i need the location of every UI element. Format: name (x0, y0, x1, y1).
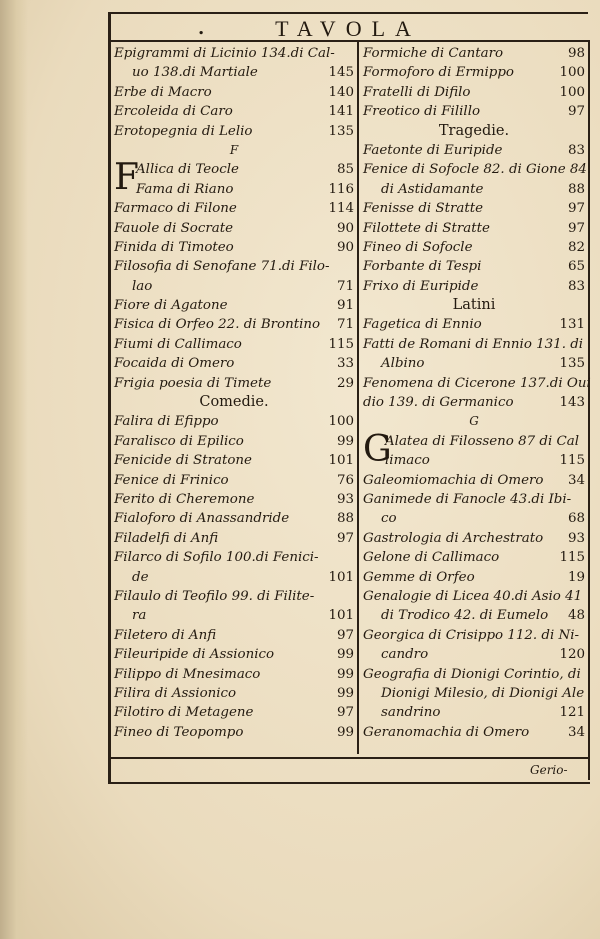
index-entry (363, 684, 585, 703)
page-gutter-shadow (0, 0, 28, 939)
entry-title: Faralisco di Epilico (114, 433, 244, 449)
entry-title: Dionigi Milesio, di Dionigi Ale (381, 685, 585, 701)
entry-page-number: 141 (328, 104, 354, 120)
entry-page-number: 65 (567, 259, 585, 275)
index-entry (363, 568, 585, 587)
entry-page-number: 115 (559, 453, 585, 469)
entry-title: Allica di Teocle (136, 162, 239, 178)
entry-title: Erbe di Macro (114, 84, 212, 100)
index-entry (363, 160, 592, 179)
bottom-rule (108, 782, 590, 784)
index-entry (114, 529, 354, 548)
entry-title: Filira di Assionico (114, 685, 237, 701)
index-entry (114, 606, 354, 625)
entry-page-number: 85 (336, 162, 354, 178)
index-entry (114, 509, 354, 528)
index-entry (114, 44, 354, 63)
index-entry (363, 606, 585, 625)
index-entry (114, 335, 354, 354)
index-entry (363, 257, 585, 276)
entry-page-number: 90 (336, 220, 354, 236)
index-entry (114, 684, 354, 703)
entry-page-number: 115 (328, 336, 354, 352)
entry-title: Filadelfi di Anfi (114, 530, 219, 546)
index-entry (114, 548, 354, 567)
entry-page-number: 88 (336, 511, 354, 527)
entry-title: Filarco di Sofilo 100.di Fenici- (114, 550, 319, 566)
entry-title: Ferito di Cheremone (114, 491, 255, 507)
entry-page-number: 34 (567, 724, 585, 740)
entry-page-number: 140 (328, 84, 354, 100)
entry-title: Albino (381, 356, 425, 372)
entry-title: limaco (385, 453, 430, 469)
entry-title: Frigia poesia di Timete (114, 375, 272, 391)
entry-page-number: 143 (559, 395, 585, 411)
index-entry (114, 703, 354, 722)
drop-initial: G (363, 428, 392, 470)
index-column-right (363, 44, 592, 742)
entry-page-number: 97 (336, 627, 354, 643)
entry-page-number: 145 (328, 65, 354, 81)
entry-title: co (381, 511, 397, 527)
entry-title: Fineo di Sofocle (363, 239, 473, 255)
entry-title: Fenisse di Stratte (363, 201, 484, 217)
entry-title: Filaulo di Teofilo 99. di Filite- (114, 588, 315, 604)
entry-title: Gemme di Orfeo (363, 569, 475, 585)
entry-page-number: 99 (336, 724, 354, 740)
index-entry (363, 490, 585, 509)
index-entry (114, 451, 354, 470)
section-heading: Comedie. (199, 394, 269, 411)
entry-title: Freotico di Filillo (363, 104, 481, 120)
entry-page-number: 101 (328, 569, 354, 585)
index-entry (114, 296, 354, 315)
index-entry (114, 83, 354, 102)
entry-page-number: 116 (328, 181, 354, 197)
entry-page-number: 100 (328, 414, 354, 430)
entry-title: Geografia di Dionigi Corintio, di (363, 666, 581, 682)
entry-title: Epigrammi di Licinio 134.di Cal- (114, 46, 335, 61)
entry-page-number: 98 (567, 46, 585, 61)
running-title: TAVOLA (275, 16, 421, 41)
entry-title: Falira di Efippo (114, 414, 219, 430)
entry-title: Fenicide di Stratone (114, 453, 252, 469)
entry-title: di Astidamante (381, 181, 484, 197)
entry-title: Frixo di Euripide (363, 278, 479, 294)
entry-title: Filippo di Mnesimaco (114, 666, 261, 682)
entry-title: Fileuripide di Assionico (114, 647, 275, 663)
entry-page-number: 90 (336, 239, 354, 255)
entry-title: de (132, 569, 149, 585)
index-entry (363, 83, 585, 102)
index-entry (114, 568, 354, 587)
index-entry (363, 219, 585, 238)
entry-page-number: 115 (559, 550, 585, 566)
entry-title: Farmaco di Filone (114, 201, 237, 217)
entry-title: Fenice di Frinico (114, 472, 229, 488)
index-entry (114, 238, 354, 257)
section-heading: Tragedie. (438, 122, 510, 139)
entry-title: candro (381, 647, 429, 663)
entry-page-number: 114 (328, 201, 354, 217)
running-header (108, 12, 588, 42)
entry-title: Faetonte di Euripide (363, 142, 503, 158)
entry-title: Fatti de Romani di Ennio 131. di (363, 336, 584, 352)
entry-page-number: 97 (336, 705, 354, 721)
entry-page-number: 99 (336, 433, 354, 449)
index-entry (114, 471, 354, 490)
entry-page-number: 131 (559, 317, 585, 333)
header-dot: . (198, 18, 205, 39)
index-entry (363, 102, 585, 121)
entry-page-number: 135 (328, 123, 354, 139)
entry-page-number: 100 (559, 65, 585, 81)
entry-page-number: 33 (336, 356, 354, 372)
entry-page-number: 99 (336, 647, 354, 663)
letter-heading: F (229, 142, 239, 157)
entry-page-number: 120 (559, 647, 585, 663)
entry-title: Fauole di Socrate (114, 220, 234, 236)
entry-title: Filotiro di Metagene (114, 705, 254, 721)
entry-title: Ercoleida di Caro (114, 104, 233, 120)
entry-title: Gelone di Callimaco (363, 550, 500, 566)
entry-title: Fratelli di Difilo (363, 84, 471, 100)
index-entry (363, 374, 591, 393)
entry-page-number: 68 (567, 511, 585, 527)
entry-title: Erotopegnia di Lelio (114, 123, 253, 139)
index-entry (114, 257, 354, 276)
entry-title: Formiche di Cantaro (363, 46, 504, 61)
index-entry (363, 703, 585, 722)
entry-page-number: 83 (567, 142, 585, 158)
entry-title: Alatea di Filosseno 87 di Cal (385, 433, 580, 449)
entry-page-number: 100 (559, 84, 585, 100)
entry-title: dio 139. di Germanico (363, 395, 514, 411)
entry-title: di Trodico 42. di Eumelo (381, 608, 549, 624)
entry-title: Fenomena di Cicerone 137.di Oui (363, 375, 591, 391)
entry-page-number: 101 (328, 608, 354, 624)
index-entry (114, 199, 354, 218)
index-entry (363, 548, 585, 567)
entry-title: Georgica di Crisippo 112. di Ni- (363, 627, 580, 643)
section-heading: Latini (452, 297, 496, 314)
index-entry (363, 180, 585, 199)
index-entry (114, 354, 354, 373)
index-entry (114, 490, 354, 509)
entry-title: Finida di Timoteo (114, 239, 234, 255)
index-entry (363, 451, 585, 470)
catchword: Gerio- (530, 763, 568, 777)
entry-page-number: 88 (567, 181, 585, 197)
entry-title: Gastrologia di Archestrato (363, 530, 544, 546)
entry-title: Galeomiomachia di Omero (363, 472, 544, 488)
entry-title: Ganimede di Fanocle 43.di Ibi- (363, 491, 572, 507)
entry-page-number: 34 (567, 472, 585, 488)
entry-page-number: 121 (559, 705, 585, 721)
entry-page-number: 76 (336, 472, 354, 488)
entry-page-number: 48 (567, 608, 585, 624)
entry-page-number: 91 (336, 298, 354, 314)
entry-title: ra (132, 608, 147, 624)
index-entry (363, 665, 585, 684)
index-entry (363, 354, 585, 373)
index-entry (363, 626, 585, 645)
entry-page-number: 99 (336, 685, 354, 701)
entry-title: Fagetica di Ennio (363, 317, 482, 333)
index-entry (114, 122, 354, 141)
entry-page-number: 93 (567, 530, 585, 546)
entry-title: Fisica di Orfeo 22. di Brontino (114, 317, 321, 333)
index-entry (114, 219, 354, 238)
entry-page-number: 97 (567, 201, 585, 217)
index-entry (363, 723, 585, 742)
index-entry (363, 277, 585, 296)
index-entry (363, 529, 585, 548)
entry-title: Fialoforo di Anassandride (114, 511, 290, 527)
entry-title: Geranomachia di Omero (363, 724, 530, 740)
index-entry (363, 509, 585, 528)
entry-page-number: 93 (336, 491, 354, 507)
entry-page-number: 97 (567, 220, 585, 236)
index-entry (363, 315, 585, 334)
entry-title: Fineo di Teopompo (114, 724, 244, 740)
entry-title: uo 138.di Martiale (132, 65, 258, 81)
letter-heading: G (469, 414, 479, 429)
entry-title: Filottete di Stratte (363, 220, 490, 236)
index-entry (363, 645, 585, 664)
entry-page-number: 101 (328, 453, 354, 469)
index-entry (114, 374, 354, 393)
index-entry (363, 393, 585, 412)
entry-title: Filetero di Anfi (114, 627, 217, 643)
index-entry (114, 180, 354, 199)
entry-page-number: 71 (336, 317, 354, 333)
entry-title: lao (132, 278, 153, 294)
entry-title: Filosofia di Senofane 71.di Filo- (114, 259, 330, 275)
index-entry (114, 315, 354, 334)
index-entry (114, 432, 354, 451)
entry-title: Focaida di Omero (114, 356, 235, 372)
index-entry (363, 587, 585, 606)
index-entry (363, 471, 585, 490)
entry-title: Forbante di Tespi (363, 259, 482, 275)
entry-title: Fenice di Sofocle 82. di Gione 84. (363, 162, 592, 178)
entry-page-number: 83 (567, 278, 585, 294)
entry-page-number: 97 (567, 104, 585, 120)
index-entry (363, 199, 585, 218)
index-entry (114, 723, 354, 742)
index-column-left (114, 44, 354, 742)
index-entry (114, 587, 354, 606)
entry-title: Fiumi di Callimaco (114, 336, 242, 352)
entry-title: Formoforo di Ermippo (363, 65, 514, 81)
entry-page-number: 97 (336, 530, 354, 546)
entry-page-number: 71 (336, 278, 354, 294)
index-entry (363, 44, 585, 63)
index-entry (363, 141, 585, 160)
index-entry (114, 412, 354, 431)
index-entry (363, 63, 585, 82)
entry-page-number: 99 (336, 666, 354, 682)
index-entry (363, 335, 585, 354)
entry-title: sandrino (381, 705, 441, 721)
entry-title: Fiore di Agatone (114, 298, 228, 314)
index-entry (114, 102, 354, 121)
entry-title: Genalogie di Licea 40.di Asio 41 (363, 588, 583, 604)
entry-page-number: 29 (336, 375, 354, 391)
index-entry (114, 645, 354, 664)
entry-page-number: 82 (567, 239, 585, 255)
index-entry (114, 63, 354, 82)
index-entry (114, 626, 354, 645)
index-entry (114, 277, 354, 296)
entry-page-number: 135 (559, 356, 585, 372)
index-entry (114, 665, 354, 684)
entry-page-number: 19 (567, 569, 585, 585)
index-entry (363, 238, 585, 257)
entry-title: Fama di Riano (136, 181, 234, 197)
drop-initial: F (114, 157, 139, 199)
